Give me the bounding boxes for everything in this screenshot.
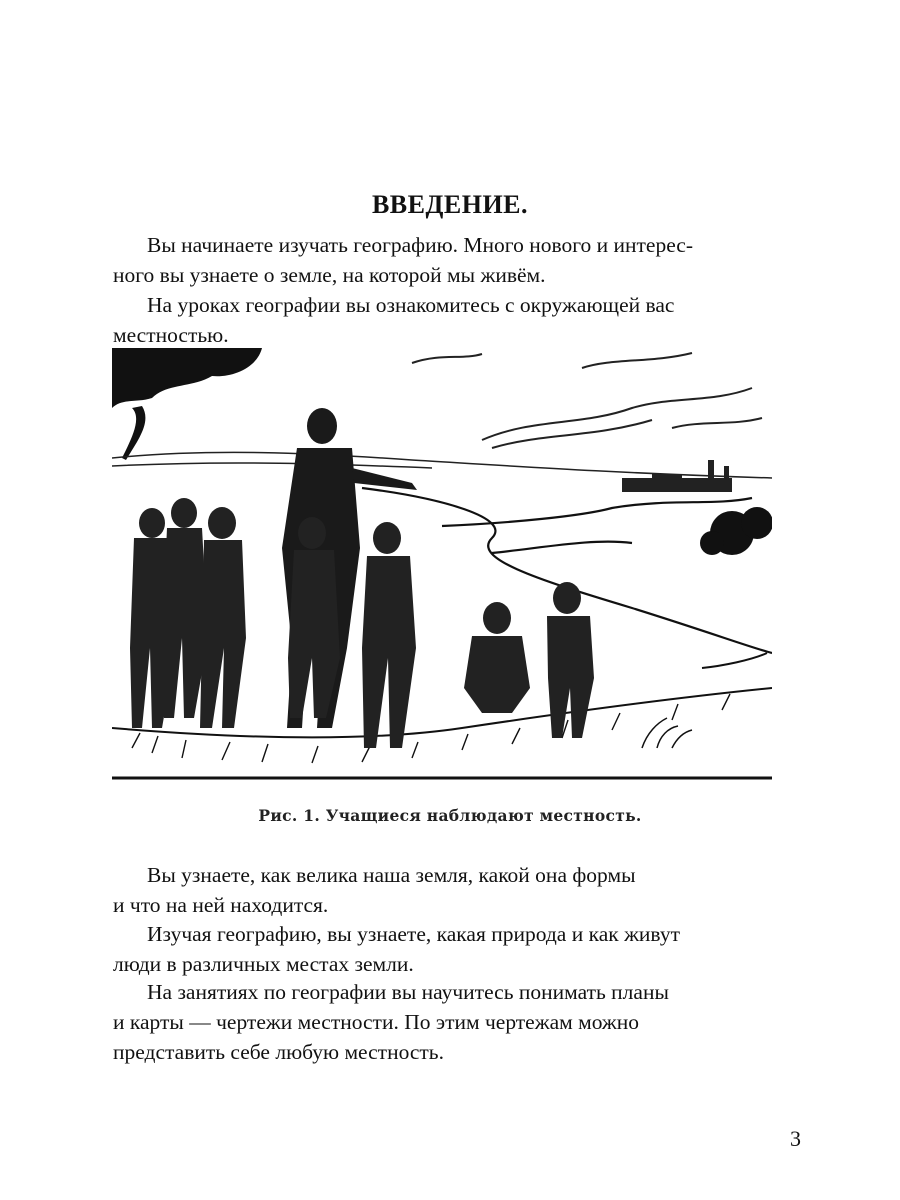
- boat: [702, 653, 767, 668]
- paragraph: [113, 977, 842, 1067]
- text-line: Вы начинаете изучать географию. Много нового и интерес-: [147, 233, 693, 257]
- text-line: и карты — чертежи местности. По этим чертежам можно: [113, 1010, 640, 1034]
- bottom-plants: [642, 718, 692, 748]
- tree-foliage: [112, 348, 262, 460]
- text-line: люди в различных местах земли.: [113, 952, 414, 976]
- text-line: Изучая географию, вы узнаете, какая природа и как живут: [147, 922, 680, 946]
- cloud-stroke: [492, 420, 652, 448]
- text-line: и что на ней находится.: [113, 893, 329, 917]
- paragraph: [113, 919, 842, 979]
- page-title: ВВЕДЕНИЕ.: [371, 190, 529, 219]
- cloud-stroke: [482, 388, 752, 440]
- text-line: На уроках географии вы ознакомитесь с окружающей вас: [147, 293, 675, 317]
- text-line: местностью.: [113, 323, 229, 347]
- figure-caption: Рис. 1. Учащиеся наблюдают местность.: [258, 806, 642, 825]
- cloud-stroke: [672, 418, 762, 428]
- cloud-stroke: [412, 354, 482, 363]
- riverbank-trees: [700, 507, 772, 555]
- paragraph: [113, 290, 842, 350]
- text-line: Вы узнаете, как велика наша земля, какой она формы: [147, 863, 636, 887]
- student-group: [130, 498, 594, 748]
- page-number: 3: [790, 1126, 801, 1151]
- paragraph: [113, 230, 842, 290]
- illustration-students-observing-landscape: [112, 348, 772, 793]
- engraving-drawing: [112, 348, 772, 793]
- text-line: ного вы узнаете о земле, на которой мы живём.: [113, 263, 546, 287]
- text-line: На занятиях по географии вы научитесь понимать планы: [147, 980, 669, 1004]
- cloud-stroke: [582, 353, 692, 368]
- text-line: представить себе любую местность.: [113, 1040, 444, 1064]
- paragraph: [113, 860, 842, 920]
